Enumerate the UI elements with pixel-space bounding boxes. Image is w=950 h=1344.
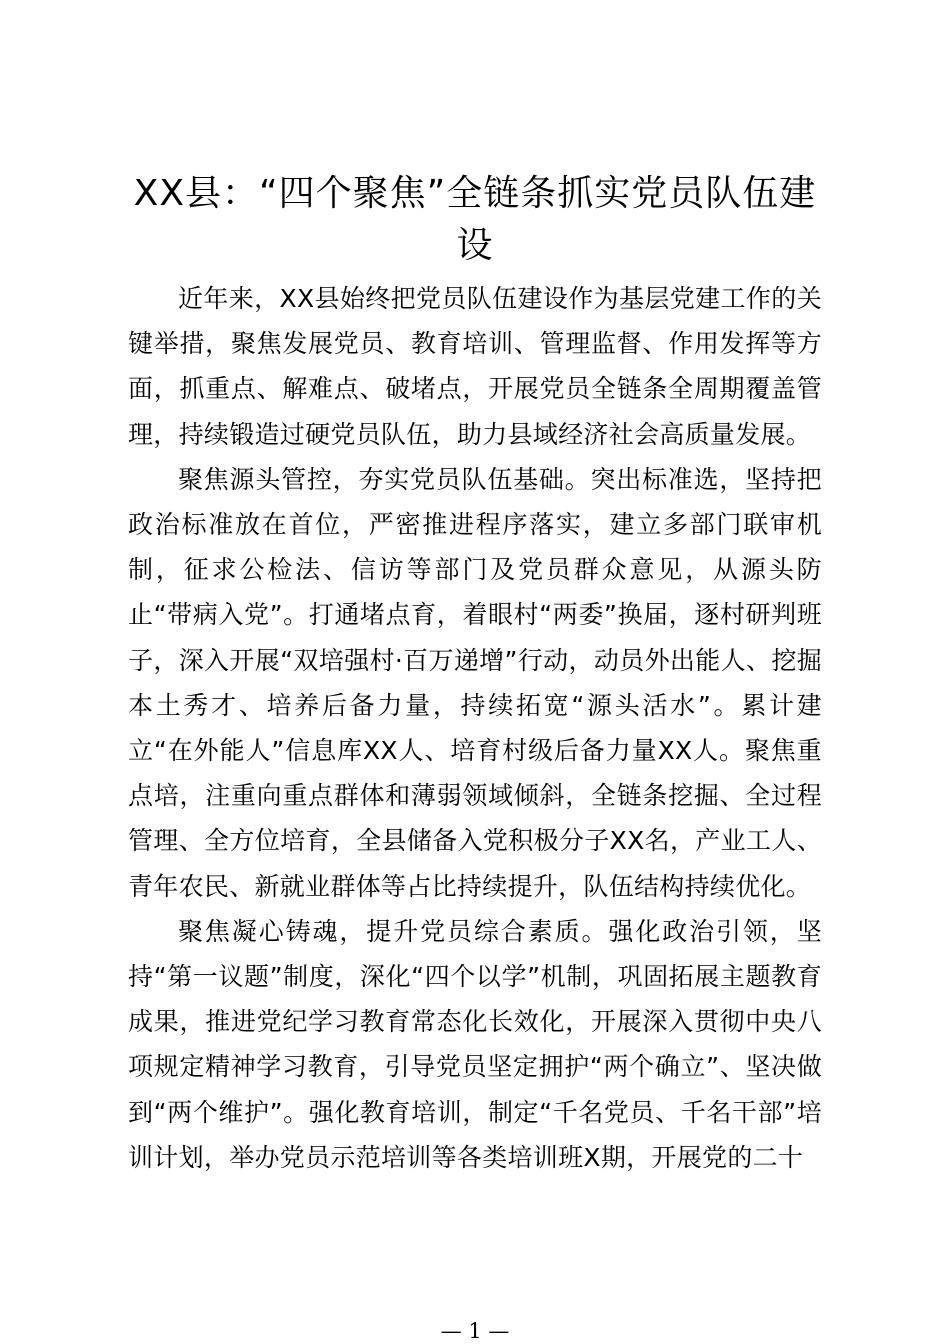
document-body [128,276,822,1180]
paragraph-source-control: 聚焦源头管控，夯实党员队伍基础。突出标准选，坚持把政治标准放在首位，严密推进程序落实，建立多部门联审机制，征求公检法、信访等部门及党员群众意见，从源头防止“带病入党”。打通堵点育，着眼村“两委”换届，逐村研判班子，深入开展“双培强村·百万递增”行动，动员外出能人、挖掘本土秀才、培养后备力量，持续拓宽“源头活水”。累计建立“在外能人”信息库XX人、培育村级后备力量XX人。聚焦重点培，注重向重点群体和薄弱领域倾斜，全链条挖掘、全过程管理、全方位培育，全县储备入党积极分子XX名，产业工人、青年农民、新就业群体等占比持续提升，队伍结构持续优化。 [128,464,822,901]
paragraph-intro: 近年来，XX县始终把党员队伍建设作为基层党建工作的关键举措，聚焦发展党员、教育培训、管理监督、作用发挥等方面，抓重点、解难点、破堵点，开展党员全链条全周期覆盖管理，持续锻造过硬党员队伍，助力县域经济社会高质量发展。 [128,284,822,449]
page-number: — 1 — [440,1319,510,1343]
document-title: XX县：“四个聚焦”全链条抓实党员队伍建设 [133,173,817,266]
paragraph-education: 聚焦凝心铸魂，提升党员综合素质。强化政治引领，坚持“第一议题”制度，深化“四个以学”机制，巩固拓展主题教育成果，推进党纪学习教育常态化长效化，开展深入贯彻中央八项规定精神学习教育，引导党员坚定拥护“两个确立”、坚决做到“两个维护”。强化教育培训，制定“千名党员、千名干部”培训计划，举办党员示范培训等各类培训班X期，开展党的二十 [128,916,822,1172]
